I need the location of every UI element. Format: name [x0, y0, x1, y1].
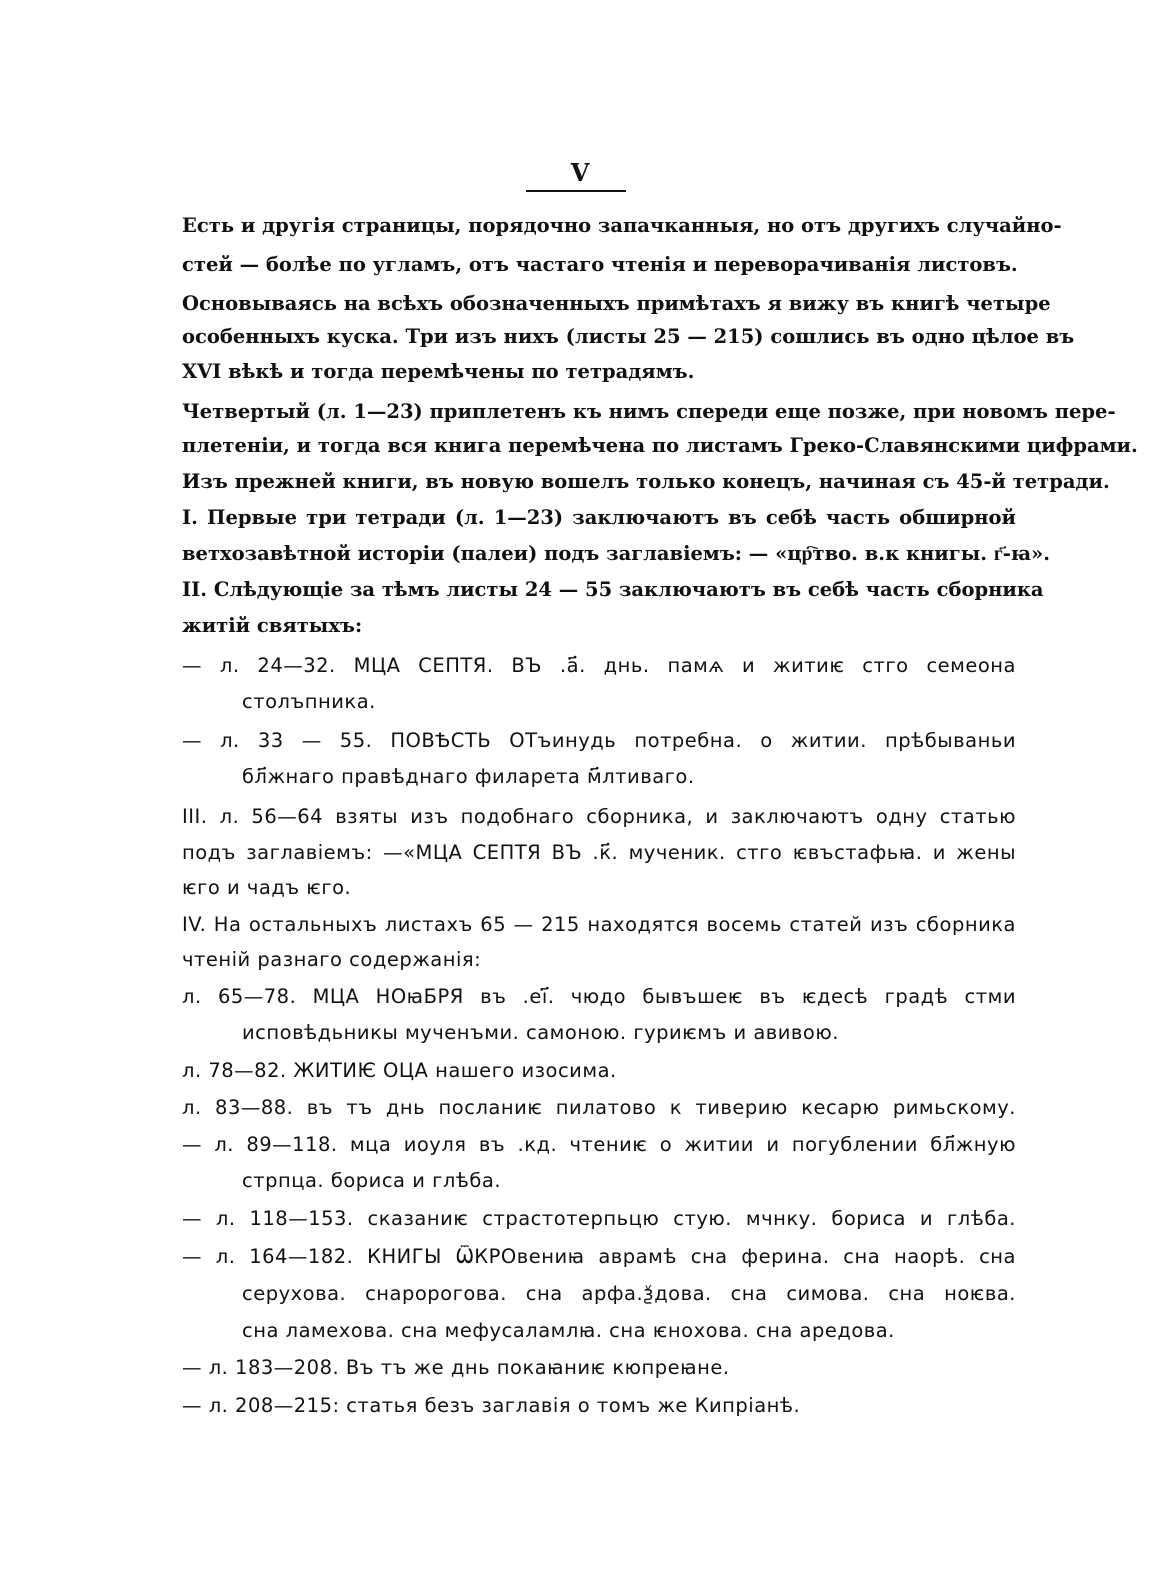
text-line: Четвертый (л. 1—23) приплетенъ къ нимъ спереди еще позже, при новомъ пере- — [182, 400, 1116, 423]
text-line: подъ заглавіемъ: —«МЦА СЕПТЯ ВЪ .к҃. мученик. стго ѥвъстафьꙗ. и жены — [182, 841, 1016, 864]
text-line: исповѣдьникы мученъми. самоною. гуриѥмъ и авивою. — [242, 1021, 839, 1044]
text-line: Основываясь на всѣхъ обозначенныхъ примѣтахъ я вижу въ книгѣ четыре — [182, 292, 1051, 315]
text-line: — л. 164—182. КНИГЫ ѾКРОвениꙗ аврамѣ сна ферина. сна наорѣ. сна — [182, 1245, 1016, 1268]
text-line: III. л. 56—64 взяты изъ подобнаго сборника, и заключаютъ одну статью — [182, 805, 1016, 828]
text-line: столъпника. — [242, 690, 376, 713]
text-line: — л. 24—32. МЦА СЕПТЯ. ВЪ .а҃. днь. памѧ и житиѥ стго семеона — [182, 654, 1016, 677]
text-line: IV. На остальныхъ листахъ 65 — 215 находятся восемь статей изъ сборника — [182, 913, 1016, 936]
text-line: Изъ прежней книги, въ новую вошелъ только конецъ, начиная съ 45-й тетради. — [182, 470, 1110, 493]
text-line: — л. 33 — 55. ПОВѢСТЬ ОТъинудь потребна. о житии. прѣбываньи — [182, 729, 1016, 752]
text-line: бл҃жнаго правѣднаго филарета м҃лтиваго. — [242, 765, 695, 788]
text-line: серухова. снаророгова. сна арфа.ѯдова. сна симова. сна ноѥва. — [242, 1282, 1016, 1305]
header-rule — [526, 190, 626, 192]
text-line: л. 65—78. МЦА НОꙗБРЯ въ .еі҃. чюдо бывъшеѥ въ ѥдесѣ градѣ стми — [182, 985, 1016, 1008]
text-line: л. 83—88. въ тъ днь посланиѥ пилатово к тиверию кесарю римьскому. — [182, 1096, 1016, 1119]
text-line: — л. 208—215: статья безъ заглавія о томъ же Кипріанѣ. — [182, 1394, 801, 1417]
text-line: ветхозавѣтной исторіи (палеи) подъ заглавіемъ: — «цр҇тво. в.к книгы. г҃-ꙗ». — [182, 542, 1051, 565]
text-line: особенныхъ куска. Три изъ нихъ (листы 25 — 215) сошлись въ одно цѣлое въ — [182, 325, 1075, 348]
text-line: стрпца. бориса и глѣба. — [242, 1169, 502, 1192]
page-number: V — [570, 158, 590, 187]
text-line: сна ламехова. сна мефусаламлꙗ. сна ѥнохова. сна аредова. — [242, 1319, 895, 1342]
text-line: XVI вѣкѣ и тогда перемѣчены по тетрадямъ. — [182, 360, 695, 383]
text-line: стей — болѣе по угламъ, отъ частаго чтенія и переворачиванія листовъ. — [182, 253, 1018, 276]
text-line: I. Первые три тетради (л. 1—23) заключаютъ въ себѣ часть обширной — [182, 506, 1016, 529]
text-line: житій святыхъ: — [182, 614, 363, 637]
text-line: чтеній разнаго содержанія: — [182, 948, 482, 971]
text-line: — л. 118—153. сказаниѥ страстотерпьцю стую. мчнку. бориса и глѣба. — [182, 1207, 1016, 1230]
text-line: ѥго и чадъ ѥго. — [182, 876, 352, 899]
text-line: II. Слѣдующіе за тѣмъ листы 24 — 55 заключаютъ въ себѣ часть сборника — [182, 578, 1044, 601]
text-line: л. 78—82. ЖИТИѤ ОЦА нашего изосима. — [182, 1059, 617, 1082]
text-line: — л. 183—208. Въ тъ же днь покаꙗниѥ кюпреꙗне. — [182, 1356, 730, 1379]
text-line: плетеніи, и тогда вся книга перемѣчена по листамъ Греко-Славянскими цифрами. — [182, 434, 1138, 457]
text-line: — л. 89—118. мца иоуля въ .кд. чтениѥ о житии и погублении бл҃жную — [182, 1133, 1016, 1156]
text-line: Есть и другія страницы, порядочно запачканныя, но отъ другихъ случайно- — [182, 214, 1062, 237]
